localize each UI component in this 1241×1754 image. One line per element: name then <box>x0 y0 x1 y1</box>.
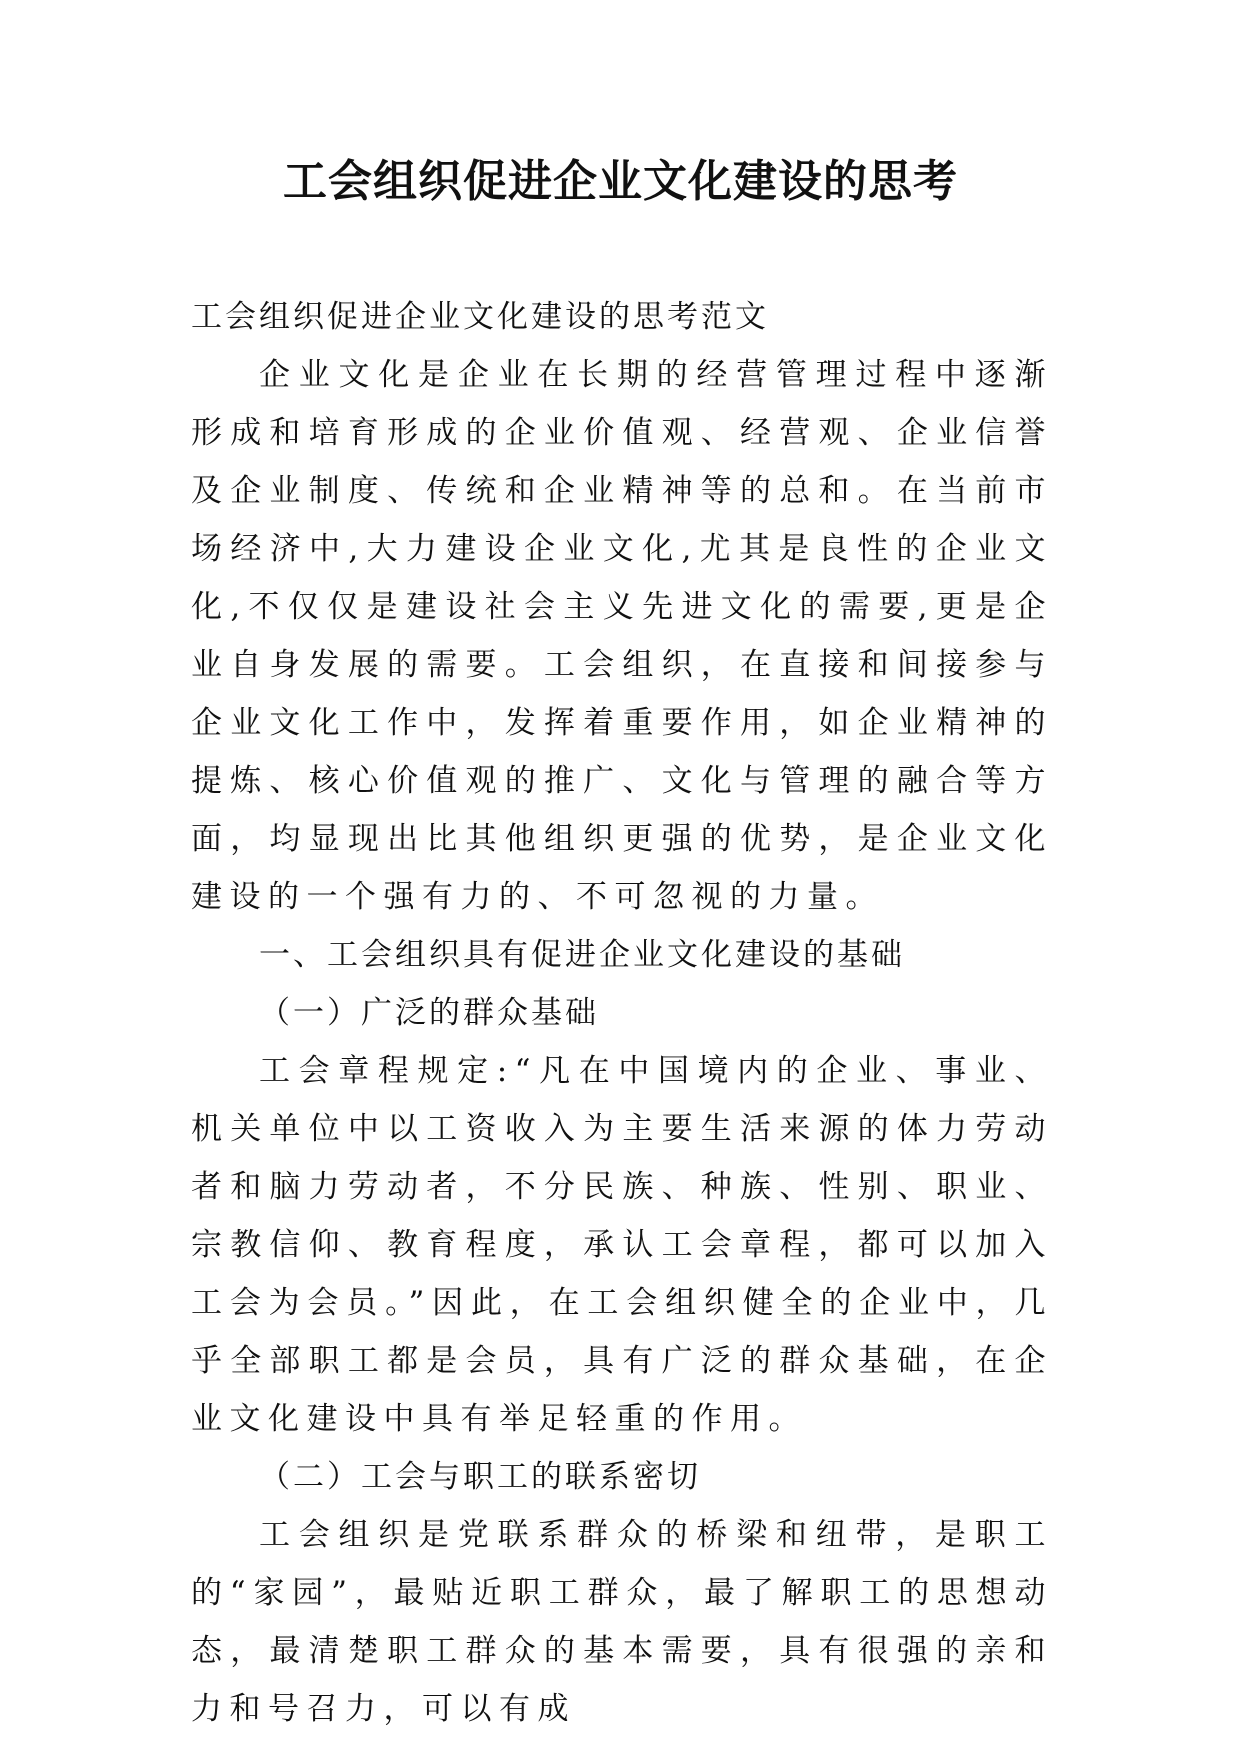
subsection-paragraph: 工会章程规定:“凡在中国境内的企业、事业、机关单位中以工资收入为主要生活来源的体力劳动者和脑力劳动者，不分民族、种族、性别、职业、宗教信仰、教育程度，承认工会章程，都可以加入工会为会员。”因此，在工会组织健全的企业中，几乎全部职工都是会员，具有广泛的群众基础，在企业文化建设中具有举足轻重的作用。 <box>191 1053 1053 1437</box>
document-body <box>191 288 1053 1738</box>
subsection-heading: （二）工会与职工的联系密切 <box>259 1459 701 1495</box>
section-heading: 一、工会组织具有促进企业文化建设的基础 <box>259 937 905 973</box>
subsection-heading: （一）广泛的群众基础 <box>259 995 599 1031</box>
document-title: 工会组织促进企业文化建设的思考 <box>283 156 958 207</box>
intro-paragraph: 企业文化是企业在长期的经营管理过程中逐渐形成和培育形成的企业价值观、经营观、企业信誉及企业制度、传统和企业精神等的总和。在当前市场经济中,大力建设企业文化,尤其是良性的企业文化,不仅仅是建设社会主义先进文化的需要,更是企业自身发展的需要。工会组织，在直接和间接参与企业文化工作中，发挥着重要作用，如企业精神的提炼、核心价值观的推广、文化与管理的融合等方面，均显现出比其他组织更强的优势，是企业文化建设的一个强有力的、不可忽视的力量。 <box>191 357 1053 915</box>
subsection-paragraph: 工会组织是党联系群众的桥梁和纽带，是职工的“家园”，最贴近职工群众，最了解职工的思想动态，最清楚职工群众的基本需要，具有很强的亲和力和号召力，可以有成 <box>191 1517 1053 1727</box>
document-subtitle: 工会组织促进企业文化建设的思考范文 <box>191 299 769 335</box>
